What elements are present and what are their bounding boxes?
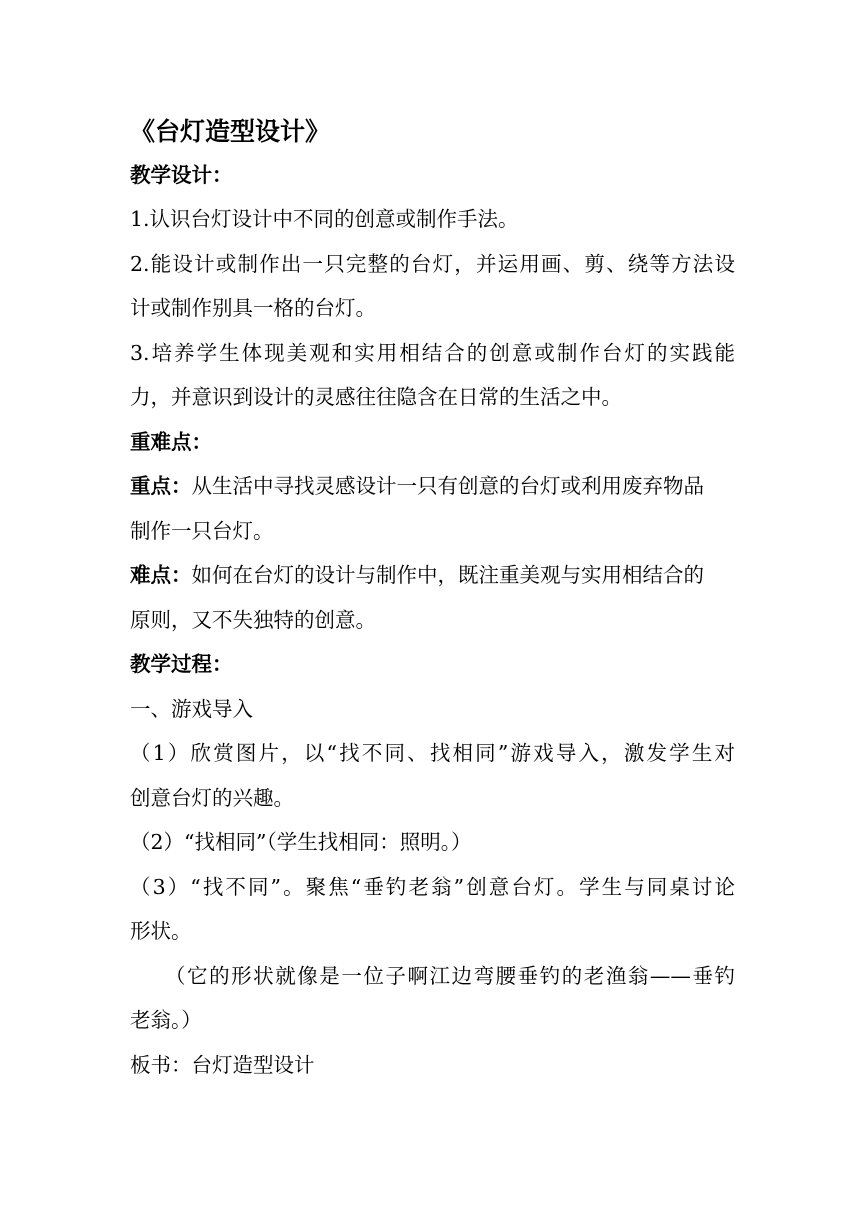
step-2-text: （2）“找相同”（学生找相同：照明。） <box>130 830 472 854</box>
step-1-line-1: （1）欣赏图片，以“找不同、找相同”游戏导入，激发学生对 <box>130 741 735 765</box>
difficulty-heading: 重难点： <box>130 430 212 454</box>
hard-point-text: 如何在台灯的设计与制作中，既注重美观与实用相结合的 <box>191 563 704 587</box>
goal-3-line-2: 力，并意识到设计的灵感往往隐含在日常的生活之中。 <box>130 385 622 409</box>
goal-3-line-1: 3.培养学生体现美观和实用相结合的创意或制作台灯的实践能 <box>130 341 735 365</box>
process-heading: 教学过程： <box>130 652 233 676</box>
document-title: 《台灯造型设计》 <box>130 117 331 146</box>
hard-point-label: 难点： <box>130 563 192 587</box>
goal-1-text: 1.认识台灯设计中不同的创意或制作手法。 <box>130 207 519 231</box>
hard-point-line-1 <box>130 561 735 589</box>
board-text: 板书：台灯造型设计 <box>130 1053 315 1077</box>
goal-2-line-2: 计或制作别具一格的台灯。 <box>130 296 376 320</box>
note-line-2: 老翁。） <box>130 1008 202 1032</box>
key-point-line-2: 制作一只台灯。 <box>130 519 274 543</box>
step-1-line-2: 创意台灯的兴趣。 <box>130 786 294 810</box>
key-point-label: 重点： <box>130 474 192 498</box>
section-1-heading: 一、游戏导入 <box>130 697 253 721</box>
step-3-line-1: （3）“找不同”。聚焦“垂钓老翁”创意台灯。学生与同桌讨论 <box>130 875 735 899</box>
hard-point-line-2: 原则，又不失独特的创意。 <box>130 608 376 632</box>
key-point-text: 从生活中寻找灵感设计一只有创意的台灯或利用废弃物品 <box>191 474 704 498</box>
step-3-line-2: 形状。 <box>130 919 192 943</box>
key-point-line-1 <box>130 472 735 500</box>
goal-2-line-1: 2.能设计或制作出一只完整的台灯，并运用画、剪、绕等方法设 <box>130 252 735 276</box>
design-heading: 教学设计： <box>130 163 233 187</box>
note-line-1: （它的形状就像是一位子啊江边弯腰垂钓的老渔翁——垂钓 <box>165 964 735 988</box>
